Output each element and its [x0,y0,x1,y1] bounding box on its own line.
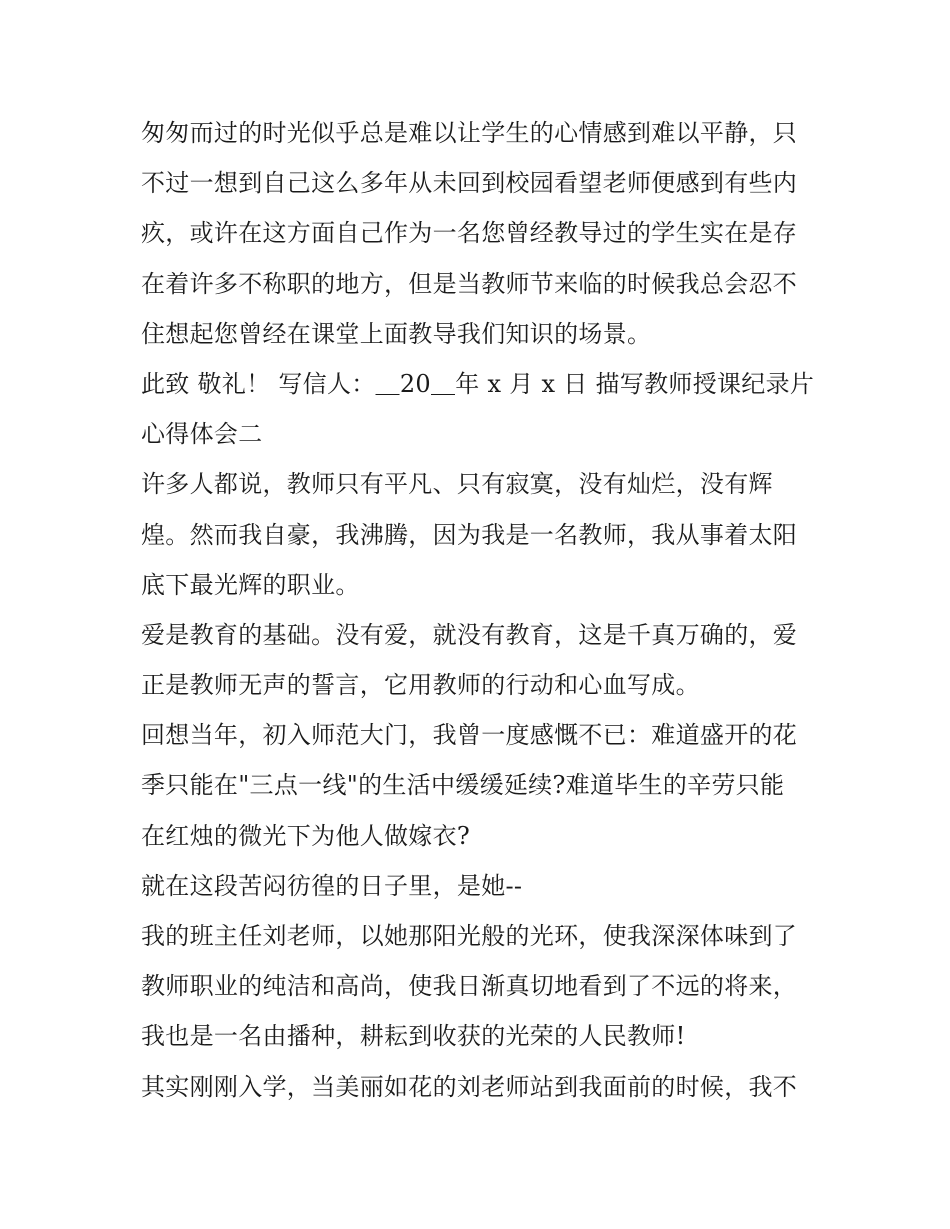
paragraph-head-teacher [141,911,821,1062]
text-line: 匆匆而过的时光似乎总是难以让学生的心情感到难以平静，只 [141,119,798,147]
paragraph-first-day [141,1062,821,1112]
paragraph-reflection [141,108,821,359]
text-line: 不过一想到自己这么多年从未回到校园看望老师便感到有些内 [141,169,798,198]
section-heading: 心得体会二 [141,420,263,449]
text-line: 爱是教育的基础。没有爱，就没有教育，这是千真万确的，爱 [141,620,798,649]
text-line: 回想当年，初入师范大门，我曾一度感慨不已：难道盛开的花 [141,721,798,750]
text-line: 煌。然而我自豪，我沸腾，因为我是一名教师，我从事着太阳 [141,520,798,549]
text-line: 疚，或许在这方面自己作为一名您曾经教导过的学生实在是存 [141,219,798,248]
text-line: 就在这段苦闷彷徨的日子里，是她-- [141,871,523,900]
paragraph-recall [141,710,821,861]
paragraph-love [141,610,821,710]
document-body [141,108,821,1112]
text-line: 在着许多不称职的地方，但是当教师节来临的时候我总会忍不 [141,269,798,298]
paragraph-confusion [141,861,821,911]
paragraph-pride [141,459,821,610]
text-line: 许多人都说，教师只有平凡、只有寂寞，没有灿烂，没有辉 [141,470,773,499]
text-line: 正是教师无声的誓言，它用教师的行动和心血写成。 [141,671,700,700]
text-line: 在红烛的微光下为他人做嫁衣? [141,821,471,850]
text-line: 住想起您曾经在课堂上面教导我们知识的场景。 [141,319,652,348]
text-line: 教师职业的纯洁和高尚，使我日渐真切地看到了不远的将来， [141,972,798,1001]
paragraph-closing-and-heading [141,359,821,459]
text-line: 底下最光辉的职业。 [141,570,360,599]
text-line: 季只能在"三点一线"的生活中缓缓延续?难道毕生的辛劳只能 [141,771,785,800]
text-line: 此致 敬礼！ 写信人：＿20＿年 x 月 x 日 描写教师授课纪录片 [141,369,815,398]
text-line: 我也是一名由播种，耕耘到收获的光荣的人民教师! [141,1022,686,1051]
text-line: 我的班主任刘老师，以她那阳光般的光环，使我深深体味到了 [141,922,798,950]
text-line: 其实刚刚入学，当美丽如花的刘老师站到我面前的时候，我不 [141,1072,798,1101]
